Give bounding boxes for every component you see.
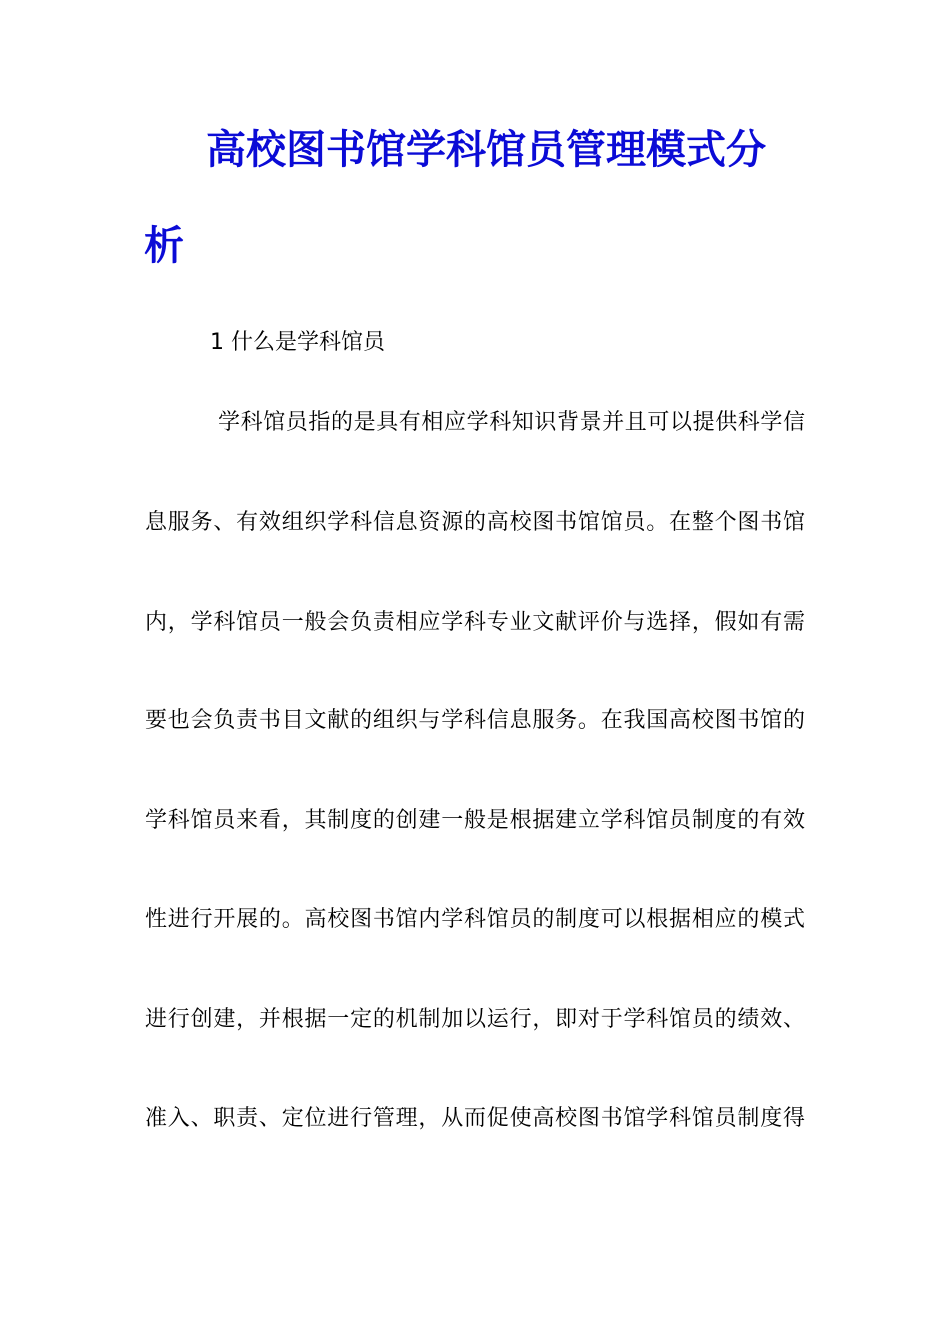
paragraph-line: 要也会负责书目文献的组织与学科信息服务。在我国高校图书馆的	[145, 708, 805, 733]
paragraph-line: 学科馆员来看，其制度的创建一般是根据建立学科馆员制度的有效	[145, 808, 805, 833]
document-title-line-2: 析	[144, 223, 184, 269]
paragraph-line: 进行创建，并根据一定的机制加以运行，即对于学科馆员的绩效、	[145, 1007, 805, 1032]
paragraph-line: 内，学科馆员一般会负责相应学科专业文献评价与选择，假如有需	[145, 610, 805, 635]
section-heading: 1 什么是学科馆员	[210, 330, 385, 355]
paragraph-line: 性进行开展的。高校图书馆内学科馆员的制度可以根据相应的模式	[145, 907, 805, 932]
paragraph-line: 学科馆员指的是具有相应学科知识背景并且可以提供科学信	[218, 410, 805, 435]
paragraph-line: 息服务、有效组织学科信息资源的高校图书馆馆员。在整个图书馆	[145, 510, 805, 535]
paragraph-line: 准入、职责、定位进行管理，从而促使高校图书馆学科馆员制度得	[145, 1106, 805, 1131]
document-title-line-1: 高校图书馆学科馆员管理模式分	[206, 127, 766, 173]
